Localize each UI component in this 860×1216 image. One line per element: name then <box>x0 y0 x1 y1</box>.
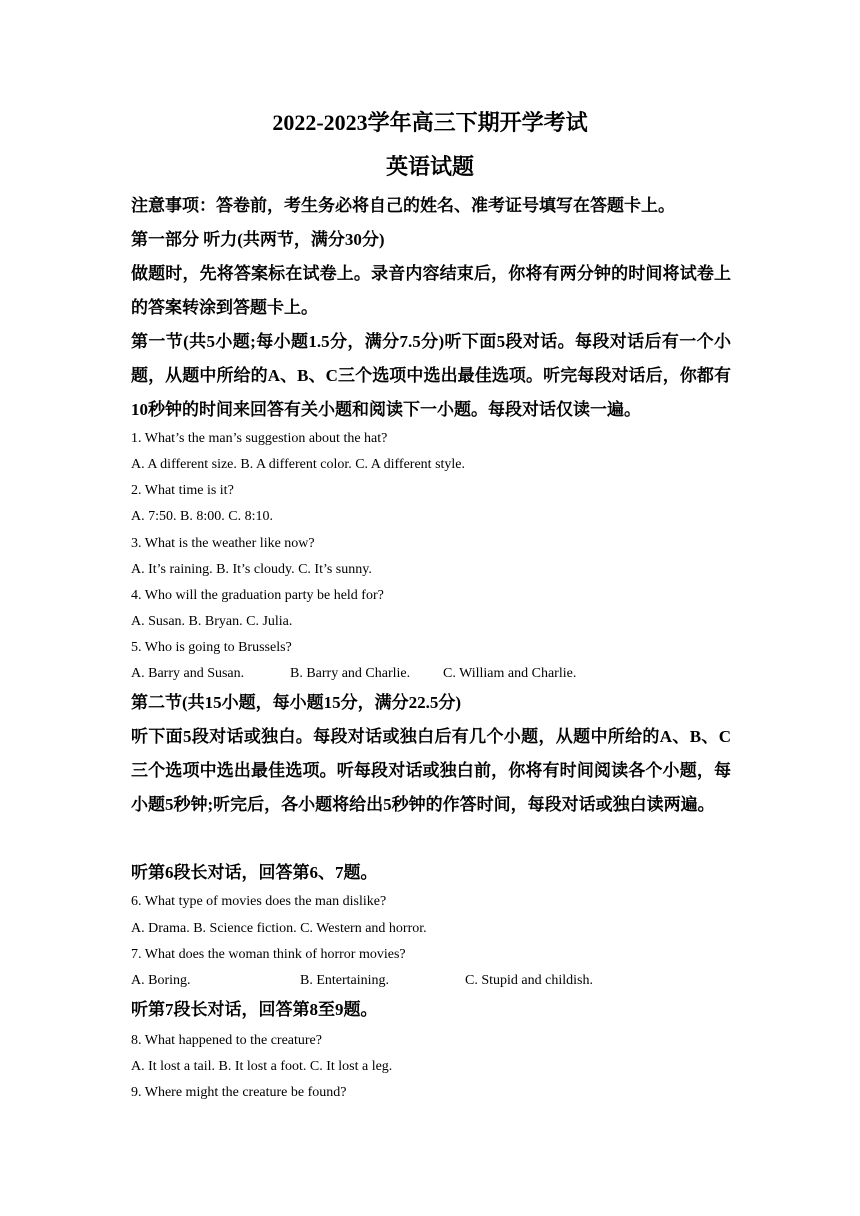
options-3: A. It’s raining. B. It’s cloudy. C. It’s sunny. <box>131 562 372 577</box>
question-9: 9. Where might the creature be found? <box>131 1085 347 1100</box>
options-6: A. Drama. B. Science fiction. C. Western and horror. <box>131 921 427 936</box>
part1-heading: 第一部分 听力(共两节，满分30分) <box>131 230 385 249</box>
part1-instruction: 做题时，先将答案标在试卷上。录音内容结束后，你将有两分钟的时间将试卷上的答案转涂到答题卡上。 <box>131 264 731 317</box>
section1-instruction: 第一节(共5小题;每小题1.5分，满分7.5分)听下面5段对话。每段对话后有一个小题，从题中所给的A、B、C三个选项中选出最佳选项。听完每段对话后，你都有10秒钟的时间来回答有关小题和阅读下一小题。每段对话仅读一遍。 <box>131 332 731 419</box>
option-5a: A. Barry and Susan. <box>131 666 245 681</box>
question-1: 1. What’s the man’s suggestion about the hat? <box>131 431 388 446</box>
question-6: 6. What type of movies does the man dislike? <box>131 894 387 909</box>
options-8: A. It lost a tail. B. It lost a foot. C. It lost a leg. <box>131 1059 393 1074</box>
option-5b: B. Barry and Charlie. <box>290 666 411 681</box>
question-2: 2. What time is it? <box>131 483 234 498</box>
option-7b: B. Entertaining. <box>300 973 390 988</box>
notice: 注意事项：答卷前，考生务必将自己的姓名、准考证号填写在答题卡上。 <box>131 196 675 215</box>
option-7c: C. Stupid and childish. <box>465 973 593 988</box>
question-8: 8. What happened to the creature? <box>131 1033 322 1048</box>
dialog7-heading: 听第7段长对话，回答第8至9题。 <box>131 1000 378 1019</box>
options-1: A. A different size. B. A different color. C. A different style. <box>131 457 466 472</box>
question-5: 5. Who is going to Brussels? <box>131 640 292 655</box>
exam-title: 2022-2023学年高三下期开学考试 <box>272 110 588 135</box>
options-2: A. 7:50. B. 8:00. C. 8:10. <box>131 509 273 524</box>
option-7a: A. Boring. <box>131 973 191 988</box>
section2-instruction: 听下面5段对话或独白。每段对话或独白后有几个小题，从题中所给的A、B、C三个选项中选出最佳选项。听每段对话或独白前，你将有时间阅读各个小题，每小题5秒钟;听完后，各小题将给出5秒钟的作答时间，每段对话或独白读两遍。 <box>131 727 731 814</box>
exam-subtitle: 英语试题 <box>385 154 474 179</box>
dialog6-heading: 听第6段长对话，回答第6、7题。 <box>131 863 378 882</box>
options-4: A. Susan. B. Bryan. C. Julia. <box>131 614 293 629</box>
question-7: 7. What does the woman think of horror movies? <box>131 947 406 962</box>
question-4: 4. Who will the graduation party be held for? <box>131 588 384 603</box>
option-5c: C. William and Charlie. <box>443 666 577 681</box>
section2-heading: 第二节(共15小题，每小题15分，满分22.5分) <box>131 693 462 712</box>
question-3: 3. What is the weather like now? <box>131 536 315 551</box>
